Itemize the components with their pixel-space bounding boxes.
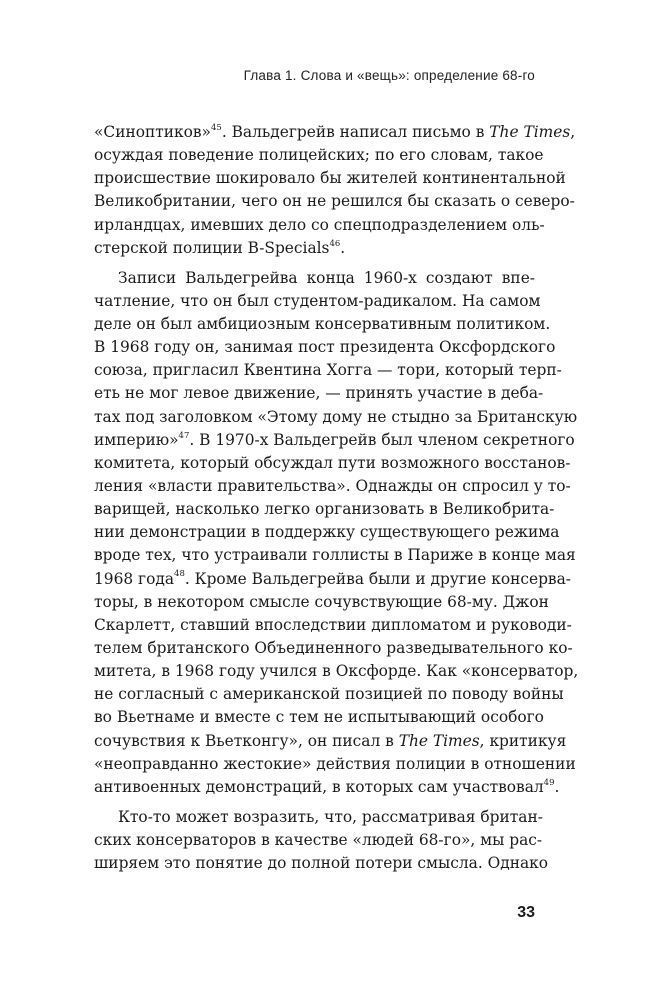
text-run: . Кроме Вальдегрейва были и другие консерва- (184, 569, 571, 588)
footnote-marker: 45 (210, 122, 222, 133)
italic-title: The Times (398, 731, 480, 750)
italic-title: The Times (489, 123, 571, 141)
text-run: не согласный с американской позицией по поводу войны (94, 685, 564, 704)
text-line (94, 753, 576, 776)
text-line (94, 806, 543, 829)
text-run: варищей, насколько легко организовать в Великобрита- (94, 500, 555, 519)
text-line (94, 544, 576, 567)
paragraph (94, 267, 579, 799)
text-run: митета, в 1968 году учился в Оксфорде. Как «консерватор, (94, 662, 579, 681)
text-run: «Синоптиков» (94, 123, 211, 141)
text-run: нии демонстрации в поддержку существующего режима (94, 523, 560, 542)
text-line (94, 829, 543, 852)
text-run: еть не мог левое движение, — принять участие в деба- (94, 384, 544, 403)
text-line (94, 591, 549, 614)
text-run: торы, в некотором смысле сочувствующие 68-му. Джон (94, 592, 549, 611)
text-run: деле он был амбициозным консервативным политиком. (94, 315, 551, 334)
footnote-marker: 49 (543, 777, 555, 788)
text-line (94, 406, 578, 429)
text-run: Кто-то может возразить, что, рассматривая британ- (118, 807, 543, 826)
text-run: 1968 года (94, 569, 175, 588)
text-run: тах под заголовком «Этому дому не стыдно за Британскую (94, 407, 578, 426)
text-run: . Вальдегрейв написал письмо в (221, 123, 490, 141)
text-run: вроде тех, что устраивали голлисты в Париже в конце мая (94, 546, 576, 565)
text-line (94, 776, 560, 799)
text-line (94, 568, 571, 591)
text-run: сочувствия к Вьетконгу», он писал в (94, 731, 399, 750)
text-line (94, 683, 564, 706)
text-run: Великобритании, чего он не решился бы сказать о северо- (94, 192, 575, 211)
text-run: , (570, 123, 576, 141)
text-line (94, 144, 544, 167)
text-run: телем британского Объединенного разведывательного ко- (94, 638, 573, 657)
text-line (94, 637, 573, 660)
text-run: Записи Вальдегрейва конца 1960-х создают впе- (118, 268, 535, 287)
text-line (94, 336, 556, 359)
text-line (94, 498, 555, 521)
text-run: происшествие шокировало бы жителей континентальной (94, 169, 566, 188)
text-run: В 1968 году он, занимая пост президента Оксфордского (94, 338, 556, 357)
text-run: «неоправданно жестокие» действия полиции в отношении (94, 754, 576, 773)
text-line (94, 382, 544, 405)
text-line (94, 452, 571, 475)
text-line (94, 237, 535, 260)
text-line (94, 313, 551, 336)
text-run: Скарлетт, ставший впоследствии дипломатом и руководи- (94, 615, 572, 634)
text-line (94, 660, 579, 683)
footnote-marker: 48 (174, 569, 185, 580)
text-run: ширяем это понятие до полной потери смысла. Однако (94, 854, 549, 873)
text-run: во Вьетнаме и вместе с тем не испытывающий особого (94, 708, 544, 727)
text-line (94, 214, 545, 237)
paragraph (94, 121, 576, 260)
text-run: союза, пригласил Квентина Хогга — тори, который терп- (94, 361, 562, 380)
text-run: комитета, который обсуждал пути возможного восстанов- (94, 453, 571, 472)
text-line (94, 359, 562, 382)
text-run: , критикуя (479, 731, 567, 750)
text-line (94, 190, 575, 213)
text-run: . (340, 238, 346, 257)
text-line (94, 121, 576, 144)
text-run: империю» (94, 430, 179, 449)
text-line (94, 614, 572, 637)
text-line (94, 852, 549, 875)
text-line (94, 290, 541, 313)
text-line (94, 521, 560, 544)
text-run: чатление, что он был студентом-радикалом. На самом (94, 291, 541, 310)
page-number: 33 (517, 904, 535, 921)
footnote-marker: 46 (329, 238, 341, 249)
text-line (94, 706, 544, 729)
text-run: стерской полиции B-Specials (94, 238, 330, 257)
text-line (94, 429, 575, 452)
text-line (94, 475, 571, 498)
text-run: антивоенных демонстраций, в которых сам участвовал (94, 777, 544, 796)
text-line (94, 167, 566, 190)
text-run: . (554, 777, 560, 796)
text-run: ления «власти правительства». Однажды он спросил у то- (94, 477, 571, 495)
text-run: ских консерваторов в качестве «людей 68-го», мы рас- (94, 831, 543, 849)
body-text (94, 121, 579, 875)
running-head: Глава 1. Слова и «вещь»: определение 68-го (243, 68, 535, 83)
text-run: ирландцах, имевших дело со спецподразделением оль- (94, 215, 545, 234)
text-line (94, 730, 567, 753)
footnote-marker: 47 (178, 430, 190, 441)
text-run: . В 1970-х Вальдегрейв был членом секретного (189, 430, 575, 449)
text-line (94, 267, 535, 290)
text-run: осуждая поведение полицейских; по его словам, такое (94, 146, 544, 165)
paragraph (94, 806, 549, 875)
